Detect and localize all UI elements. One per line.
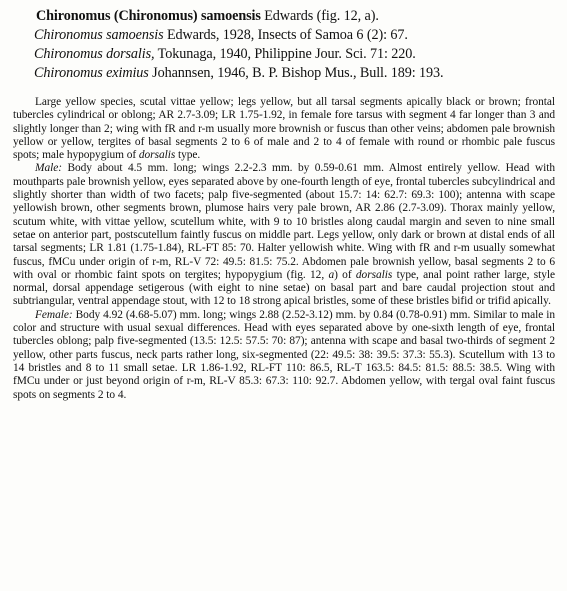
- synonymy-heading: [34, 7, 559, 83]
- synonym-line-dorsalis: [34, 45, 559, 64]
- female-text: Body 4.92 (4.68-5.07) mm. long; wings 2.88 (2.52-3.12) mm. by 0.84 (0.78-0.91) mm. Similar to male in color and structure with usual sexual differences. Head with eyes separated above by one-sixth length of eye, frontal tubercles oblong; palp five-segmented (13.5: 12.5: 57.5: 70: 87); antenna with scape and basal two-thirds of segment 2 yellow, other parts fuscus, neck parts rather long, six-segmented (22: 49.5: 38: 39.5: 37.3: 55.3). Scutellum with 13 to 14 bristles and 8 to 11 small setae. LR 1.86-1.92, RL-FT 110: 86.5, RL-T 163.5: 84.5: 81.5: 88.5: 38.5. Wing with fMCu under or just beyond origin of r-m, RL-V 85.3: 67.3: 110: 92.7. Abdomen yellow, with tergal oval faint fuscus spots on segments 2 to 4.: [13, 308, 555, 401]
- synonym-name: Chironomus samoensis: [34, 27, 164, 43]
- male-text-part-c: type, anal point rather large, style normal, dorsal appendage setigerous (with eight to nine setae) on basal part and bare caudal projection stout and subtriangular, ventral appendage stout, with 12 to 18 strong apical bristles, some of these bristles bifid or trifid apically.: [13, 268, 555, 308]
- male-description-paragraph: [13, 162, 555, 308]
- synonym-name: Chironomus eximius: [34, 65, 149, 81]
- male-label: Male:: [35, 162, 62, 175]
- species-authority: Edwards (fig. 12, a).: [260, 8, 379, 24]
- description-body: [13, 96, 555, 402]
- male-text-part-b: ) of: [334, 268, 356, 281]
- synonym-line-samoensis: [34, 26, 559, 45]
- diagnosis-text: Large yellow species, scutal vittae yellow; legs yellow, but all tarsal segments apically black or brown; frontal tubercles cylindrical or oblong; AR 2.7-3.09; LR 1.75-1.92, in female fore tarsus with segment 4 far longer than 3 and slightly longer than 2; wing with fR and r-m usually more brownish or fuscus than other veins; abdomen pale brownish yellow or yellow, tergites of basal segments 2 to 6 of male and 2 to 4 of female with round or rhombic pale fuscus spots; male hypopygium of: [13, 96, 555, 162]
- synonym-citation: Edwards, 1928, Insects of Samoa 6 (2): 67.: [163, 27, 408, 43]
- male-fig-letter: a: [328, 268, 335, 281]
- female-description-paragraph: [13, 309, 555, 402]
- synonym-citation: Tokunaga, 1940, Philippine Jour. Sci. 71: 220.: [154, 46, 416, 62]
- species-name: Chironomus (Chironomus) samoensis: [36, 8, 261, 24]
- synonym-citation: Johannsen, 1946, B. P. Bishop Mus., Bull. 189: 193.: [148, 65, 444, 81]
- diagnosis-italic-word: dorsalis: [138, 149, 176, 162]
- male-text-part-a: Body about 4.5 mm. long; wings 2.2-2.3 mm. by 0.59-0.61 mm. Almost entirely yellow. Head with mouthparts pale brownish yellow, eyes separated above by one-fourth length of eye, frontal tubercles subcylindrical and slightly shorter than width of two facets; palp five-segmented (about 15.7: 14: 62.7: 69.3: 100); antenna with scape yellowish brown, other segments brown, plumose hairs very pale brown, AR 2.86 (2.7-3.09). Thorax mainly yellow, scutum white, with vittae yellow, scutellum white, with 9 to 10 bristles along caudal margin and seven to nine small setae on anterior part, postscutellum faintly fuscus on middle part. Legs yellow, only dark or brown at distal ends of all tarsal segments; LR 1.81 (1.75-1.84), RL-FT 85: 70. Halter yellowish white. Wing with fR and r-m usually somewhat fuscus, fMCu under origin of r-m, RL-V 72: 49.5: 81.5: 75.2. Abdomen pale brownish yellow, basal segments 2 to 6 with oval or rhombic faint spots on tergites; hypopygium (fig. 12,: [13, 162, 555, 281]
- diagnosis-tail: type.: [175, 149, 201, 162]
- synonym-line-eximius: [34, 64, 559, 83]
- male-italic-word: dorsalis: [355, 268, 393, 281]
- female-label: Female:: [35, 308, 73, 321]
- species-title-line: [34, 7, 559, 26]
- diagnosis-paragraph: [13, 96, 555, 162]
- synonym-name: Chironomus dorsalis,: [34, 46, 155, 62]
